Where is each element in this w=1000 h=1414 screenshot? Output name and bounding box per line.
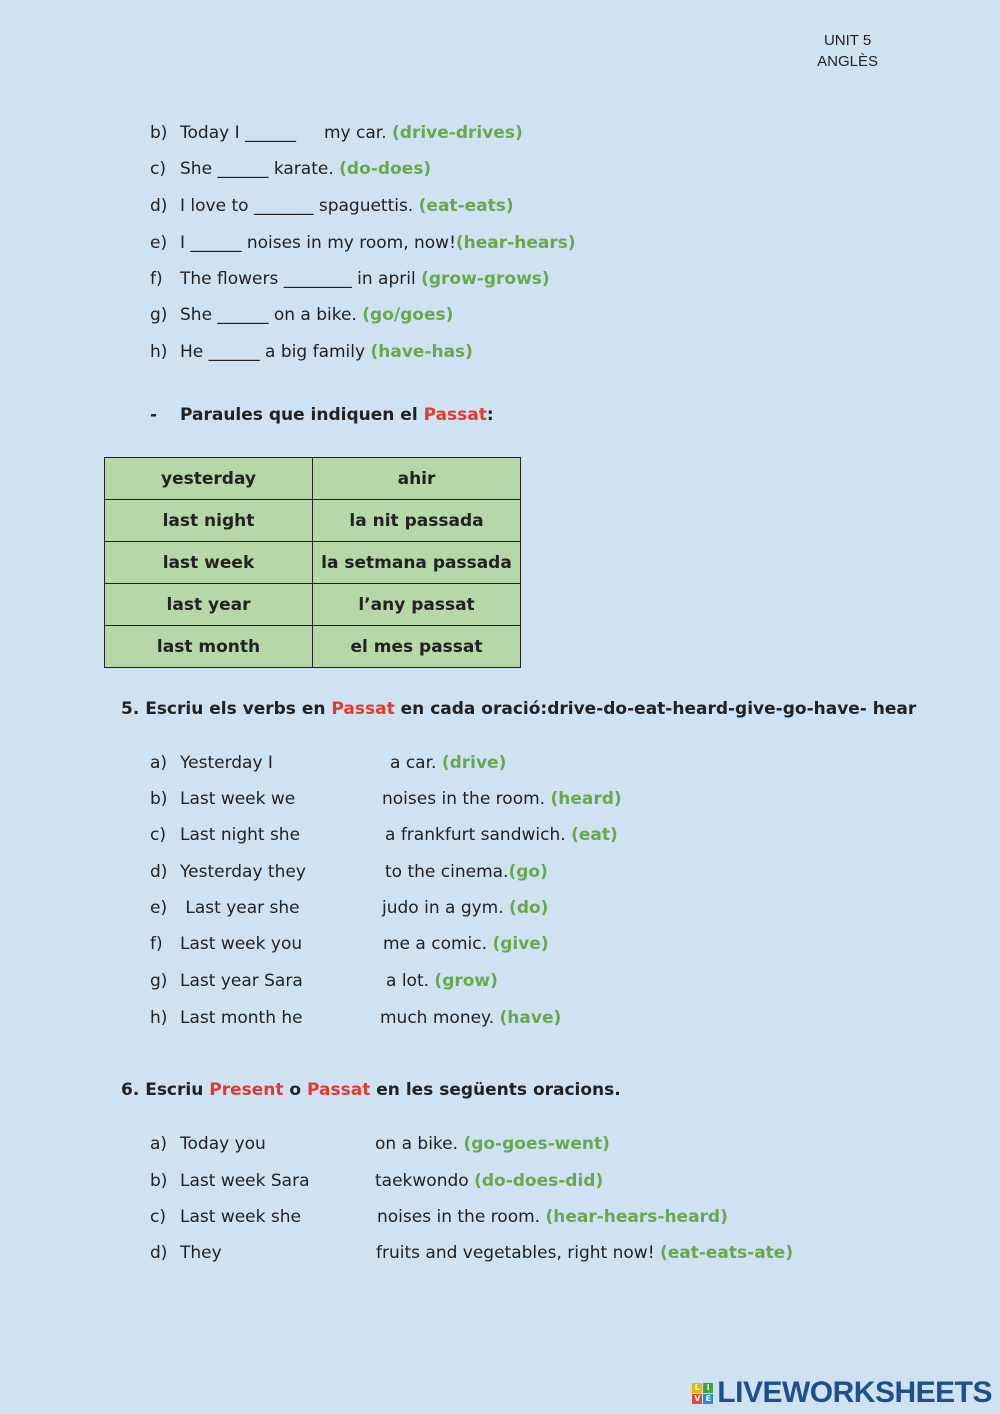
item-label: d) <box>150 1243 168 1263</box>
answer-blank[interactable]: _______ <box>253 196 314 216</box>
item-rest: a frankfurt sandwich. <box>385 825 566 845</box>
item-label: b) <box>150 123 168 143</box>
item-text: The flowers <box>180 269 284 289</box>
verb-hint: (go) <box>508 862 548 882</box>
verb-hint: (do) <box>509 898 549 918</box>
item-text: spaguettis. <box>313 196 414 216</box>
item-text: Last week she <box>180 1207 301 1227</box>
subject-label: ANGLÈS <box>817 53 878 70</box>
verb-hint: (grow-grows) <box>421 269 550 289</box>
verb-hint: (drive-drives) <box>392 123 523 143</box>
heading-highlight: Passat <box>423 405 487 425</box>
table-cell-ca: ahir <box>313 458 521 500</box>
item-label: c) <box>150 159 166 179</box>
item-rest: judo in a gym. <box>382 898 504 918</box>
item-rest: fruits and vegetables, right now! <box>376 1243 655 1263</box>
item-text: Today you <box>180 1134 266 1154</box>
item-text: on a bike. <box>268 305 357 325</box>
logo-letter: E <box>703 1394 713 1404</box>
item-rest: on a bike. <box>375 1134 459 1154</box>
item-text: She <box>180 159 218 179</box>
list-item <box>150 122 523 144</box>
list-item <box>150 304 453 326</box>
page-header <box>817 30 878 72</box>
item-text: She <box>180 305 218 325</box>
item-label: a) <box>150 753 168 773</box>
list-item <box>150 232 576 254</box>
answer-blank[interactable]: ________ <box>283 269 352 289</box>
item-label: b) <box>150 1171 168 1191</box>
item-text: my car. <box>324 123 387 143</box>
item-label: f) <box>150 934 163 954</box>
item-text: Last week Sara <box>180 1171 310 1191</box>
unit-label: UNIT 5 <box>823 32 872 49</box>
answer-blank[interactable]: ______ <box>245 123 296 143</box>
item-text: Last year Sara <box>180 971 303 991</box>
table-cell-en: last week <box>105 542 313 584</box>
title-highlight: Passat <box>331 699 395 719</box>
answer-blank[interactable]: ______ <box>190 233 242 253</box>
table-row <box>105 584 521 626</box>
item-label: e) <box>150 233 168 253</box>
verb-hint: (do-does) <box>339 159 432 179</box>
item-label: c) <box>150 1207 166 1227</box>
answer-blank[interactable]: ______ <box>217 305 269 325</box>
title-highlight: Present <box>209 1080 284 1100</box>
liveworksheets-brand[interactable] <box>692 1376 992 1410</box>
bullet-dash: - <box>150 405 158 425</box>
list-item <box>150 970 498 992</box>
item-rest: me a comic. <box>383 934 488 954</box>
item-label: a) <box>150 1134 168 1154</box>
section-6-title <box>121 1080 621 1100</box>
brand-logo-icon <box>692 1383 713 1404</box>
list-item <box>150 268 550 290</box>
verb-hint: (hear-hears-heard) <box>545 1207 728 1227</box>
title-text: o <box>283 1080 308 1100</box>
item-label: f) <box>150 269 163 289</box>
verb-hint: (eat-eats) <box>418 196 514 216</box>
past-words-heading <box>150 405 494 425</box>
list-item <box>150 824 618 846</box>
item-text: Yesterday they <box>180 862 306 882</box>
item-text: Last month he <box>180 1008 303 1028</box>
list-item <box>150 1206 728 1228</box>
list-item <box>150 341 473 363</box>
item-label: g) <box>150 971 168 991</box>
item-rest: much money. <box>380 1008 495 1028</box>
item-label: h) <box>150 1008 168 1028</box>
item-text: They <box>180 1243 222 1263</box>
item-rest: noises in the room. <box>382 789 546 809</box>
item-text: Last week you <box>180 934 303 954</box>
table-cell-ca: la nit passada <box>313 500 521 542</box>
past-words-table <box>104 457 521 668</box>
verb-hint: (go/goes) <box>362 305 454 325</box>
item-label: h) <box>150 342 168 362</box>
title-text: en les següents oracions. <box>370 1080 621 1100</box>
title-highlight: Passat <box>307 1080 371 1100</box>
list-item <box>150 752 507 774</box>
title-text: 6. Escriu <box>121 1080 210 1100</box>
item-text: Last night she <box>180 825 301 845</box>
item-text: He <box>180 342 209 362</box>
item-rest: taekwondo <box>375 1171 469 1191</box>
item-rest: noises in the room. <box>377 1207 541 1227</box>
item-text: in april <box>351 269 416 289</box>
item-text: Last year she <box>180 898 300 918</box>
item-rest: a car. <box>390 753 437 773</box>
verb-hint: (grow) <box>434 971 498 991</box>
item-label: g) <box>150 305 168 325</box>
brand-name: LIVEWORKSHEETS <box>717 1376 992 1409</box>
item-text: I love to <box>180 196 254 216</box>
list-item <box>150 933 549 955</box>
verb-hint: (hear-hears) <box>455 233 576 253</box>
logo-letter: L <box>692 1383 702 1393</box>
item-label: e) <box>150 898 168 918</box>
table-cell-en: last night <box>105 500 313 542</box>
table-cell-en: last year <box>105 584 313 626</box>
heading-text: : <box>486 405 494 425</box>
list-item <box>150 788 622 810</box>
verb-hint: (heard) <box>550 789 622 809</box>
table-cell-ca: el mes passat <box>313 626 521 668</box>
list-item <box>150 861 548 883</box>
item-text: Today I <box>180 123 245 143</box>
list-item <box>150 1133 610 1155</box>
answer-blank[interactable]: ______ <box>208 342 260 362</box>
table-cell-en: last month <box>105 626 313 668</box>
item-text: Yesterday I <box>180 753 273 773</box>
title-text: en cada oració:drive-do-eat-heard-give-go-have- hear <box>394 699 917 719</box>
verb-hint: (eat-eats-ate) <box>659 1243 794 1263</box>
verb-hint: (have-has) <box>370 342 473 362</box>
verb-hint: (have) <box>499 1008 562 1028</box>
item-rest: to the cinema. <box>385 862 509 882</box>
table-row <box>105 542 521 584</box>
list-item <box>150 158 431 180</box>
table-row <box>105 626 521 668</box>
list-item <box>150 195 514 217</box>
item-label: b) <box>150 789 168 809</box>
title-text: 5. Escriu els verbs en <box>121 699 332 719</box>
verb-hint: (give) <box>492 934 549 954</box>
item-text: a big family <box>259 342 366 362</box>
item-text: Last week we <box>180 789 296 809</box>
verb-hint: (do-does-did) <box>474 1171 604 1191</box>
list-item <box>150 1242 794 1264</box>
item-rest: a lot. <box>386 971 430 991</box>
item-label: c) <box>150 825 166 845</box>
table-row <box>105 458 521 500</box>
item-label: d) <box>150 196 168 216</box>
item-label: d) <box>150 862 168 882</box>
list-item <box>150 1170 604 1192</box>
heading-text: Paraules que indiquen el <box>180 405 424 425</box>
verb-hint: (go-goes-went) <box>463 1134 610 1154</box>
item-text: noises in my room, now! <box>241 233 456 253</box>
table-cell-ca: l’any passat <box>313 584 521 626</box>
logo-letter: I <box>703 1383 713 1393</box>
verb-hint: (drive) <box>441 753 507 773</box>
item-text: karate. <box>268 159 334 179</box>
table-cell-ca: la setmana passada <box>313 542 521 584</box>
list-item <box>150 1007 562 1029</box>
list-item <box>150 897 549 919</box>
table-cell-en: yesterday <box>105 458 313 500</box>
logo-letter: V <box>694 1393 701 1403</box>
answer-blank[interactable]: ______ <box>217 159 269 179</box>
verb-hint: (eat) <box>571 825 618 845</box>
item-text: I <box>180 233 191 253</box>
section-5-title <box>121 699 916 719</box>
table-row <box>105 500 521 542</box>
